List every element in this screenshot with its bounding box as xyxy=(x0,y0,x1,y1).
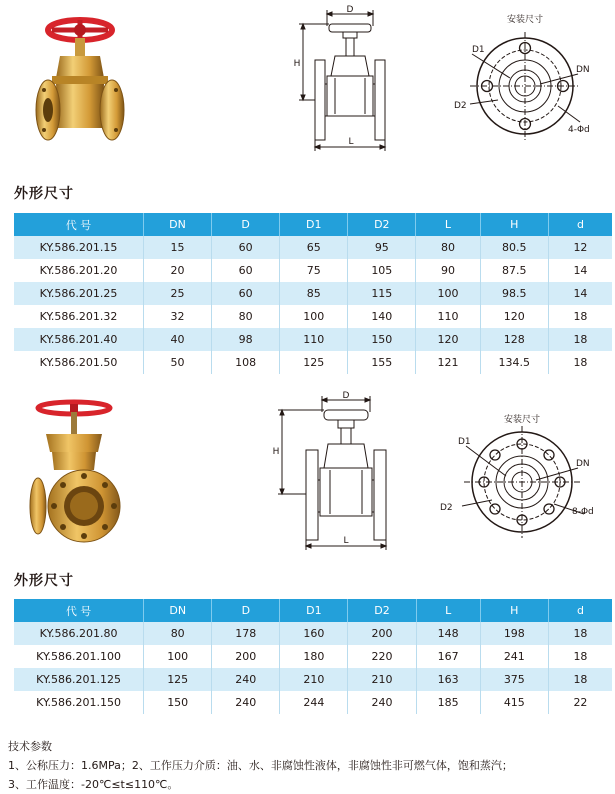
table-cell: 110 xyxy=(280,328,348,351)
table-cell: 18 xyxy=(548,305,612,328)
table-cell: KY.586.201.100 xyxy=(14,645,144,668)
table-cell: 108 xyxy=(212,351,280,374)
table-cell: 18 xyxy=(548,328,612,351)
table-cell: 185 xyxy=(416,691,480,714)
table-cell: 210 xyxy=(280,668,348,691)
table-cell: 210 xyxy=(348,668,416,691)
header-cell: DN xyxy=(144,599,212,622)
spec-table-1 xyxy=(14,213,612,374)
valve-side-drawing-2 xyxy=(270,388,400,553)
header-cell: H xyxy=(480,599,548,622)
header-cell: D2 xyxy=(348,599,416,622)
table-cell: 198 xyxy=(480,622,548,645)
table-cell: 80 xyxy=(416,236,480,259)
tech-params-title: 技术参数 xyxy=(8,740,52,753)
table-cell: KY.586.201.15 xyxy=(14,236,144,259)
table-cell: 148 xyxy=(416,622,480,645)
table-cell: 240 xyxy=(348,691,416,714)
table-cell: 180 xyxy=(280,645,348,668)
header-cell: 代 号 xyxy=(14,599,144,622)
table-cell: 240 xyxy=(212,668,280,691)
table-cell: 60 xyxy=(212,259,280,282)
dim-h-label-2: H xyxy=(272,447,280,457)
table-cell: 200 xyxy=(348,622,416,645)
table-cell: 14 xyxy=(548,282,612,305)
header-cell: d xyxy=(548,599,612,622)
table-cell: 150 xyxy=(348,328,416,351)
dim-l-label: L xyxy=(348,137,354,147)
table-cell: 244 xyxy=(280,691,348,714)
table-cell: 115 xyxy=(348,282,416,305)
header-cell: D1 xyxy=(280,213,348,236)
table-cell: 120 xyxy=(416,328,480,351)
table-cell: 20 xyxy=(144,259,212,282)
tech-params-line-1: 1、公称压力：1.6MPa；2、工作压力介质：油、水、非腐蚀性液体，非腐蚀性非可燃气体，饱和蒸汽； xyxy=(8,759,513,772)
table-row xyxy=(14,691,612,714)
table-cell: 15 xyxy=(144,236,212,259)
table-cell: KY.586.201.25 xyxy=(14,282,144,305)
table-row xyxy=(14,236,612,259)
table-cell: 110 xyxy=(416,305,480,328)
table-cell: 32 xyxy=(144,305,212,328)
table-header-row xyxy=(14,599,612,622)
header-cell: d xyxy=(548,213,612,236)
tech-params xyxy=(8,737,513,794)
table-row xyxy=(14,622,612,645)
table-row xyxy=(14,328,612,351)
table-cell: 60 xyxy=(212,282,280,305)
table-cell: 87.5 xyxy=(480,259,548,282)
table-cell: 160 xyxy=(280,622,348,645)
header-cell: L xyxy=(416,213,480,236)
table-cell: 60 xyxy=(212,236,280,259)
table-cell: 18 xyxy=(548,645,612,668)
tech-params-line-2: 3、工作温度：-20℃≤t≤110℃。 xyxy=(8,778,179,791)
flange-holes-label-1: 4-Φd xyxy=(568,125,590,135)
table-cell: KY.586.201.20 xyxy=(14,259,144,282)
table-cell: 150 xyxy=(144,691,212,714)
table-cell: 18 xyxy=(548,351,612,374)
table-cell: 75 xyxy=(280,259,348,282)
table-cell: 100 xyxy=(280,305,348,328)
table-cell: 163 xyxy=(416,668,480,691)
table-cell: 40 xyxy=(144,328,212,351)
table-cell: 18 xyxy=(548,668,612,691)
header-cell: D2 xyxy=(348,213,416,236)
table-cell: 18 xyxy=(548,622,612,645)
header-cell: D1 xyxy=(280,599,348,622)
table-cell: KY.586.201.32 xyxy=(14,305,144,328)
header-cell: 代 号 xyxy=(14,213,144,236)
section-title-1: 外形尺寸 xyxy=(14,186,74,202)
table-cell: 178 xyxy=(212,622,280,645)
table-cell: 14 xyxy=(548,259,612,282)
table-cell: 128 xyxy=(480,328,548,351)
table-cell: 155 xyxy=(348,351,416,374)
flange-drawing-1 xyxy=(450,8,600,153)
table-row xyxy=(14,305,612,328)
table-cell: 50 xyxy=(144,351,212,374)
table-cell: 100 xyxy=(144,645,212,668)
table-cell: 240 xyxy=(212,691,280,714)
table-cell: KY.586.201.150 xyxy=(14,691,144,714)
dim-d-label-2: D xyxy=(342,391,350,401)
table-row xyxy=(14,668,612,691)
table-cell: 85 xyxy=(280,282,348,305)
table-cell: 80 xyxy=(212,305,280,328)
flange-d2-label-2: D2 xyxy=(440,503,453,513)
table-cell: KY.586.201.80 xyxy=(14,622,144,645)
table-cell: 65 xyxy=(280,236,348,259)
table-row xyxy=(14,351,612,374)
table-cell: 121 xyxy=(416,351,480,374)
table-row xyxy=(14,645,612,668)
spec-table-2 xyxy=(14,599,612,714)
table-cell: 100 xyxy=(416,282,480,305)
dim-d-label: D xyxy=(346,5,354,15)
flange-dn-label-2: DN xyxy=(576,459,590,469)
flange-d1-label-1: D1 xyxy=(472,45,485,55)
table-cell: 200 xyxy=(212,645,280,668)
table-cell: 125 xyxy=(280,351,348,374)
table-cell: 80 xyxy=(144,622,212,645)
table-cell: 167 xyxy=(416,645,480,668)
flange-dn-label-1: DN xyxy=(576,65,590,75)
table-row xyxy=(14,282,612,305)
table-cell: 134.5 xyxy=(480,351,548,374)
table-cell: KY.586.201.40 xyxy=(14,328,144,351)
flange-drawing-2 xyxy=(438,410,608,550)
flange-d1-label-2: D1 xyxy=(458,437,471,447)
valve-photo-small xyxy=(30,8,130,158)
table-cell: 12 xyxy=(548,236,612,259)
table-row xyxy=(14,259,612,282)
table-cell: KY.586.201.125 xyxy=(14,668,144,691)
table-cell: KY.586.201.50 xyxy=(14,351,144,374)
flange-d2-label-1: D2 xyxy=(454,101,467,111)
valve-side-drawing-1 xyxy=(285,4,405,154)
header-cell: D xyxy=(212,213,280,236)
table-cell: 22 xyxy=(548,691,612,714)
dim-h-label: H xyxy=(293,59,301,69)
table-cell: 375 xyxy=(480,668,548,691)
table-cell: 80.5 xyxy=(480,236,548,259)
table-cell: 241 xyxy=(480,645,548,668)
header-cell: L xyxy=(416,599,480,622)
table-cell: 95 xyxy=(348,236,416,259)
dim-l-label-2: L xyxy=(343,536,349,546)
table-cell: 120 xyxy=(480,305,548,328)
table-cell: 25 xyxy=(144,282,212,305)
flange-holes-label-2: 8-Φd xyxy=(572,507,594,517)
table-cell: 105 xyxy=(348,259,416,282)
header-cell: DN xyxy=(144,213,212,236)
table-cell: 90 xyxy=(416,259,480,282)
table-cell: 415 xyxy=(480,691,548,714)
table-cell: 98 xyxy=(212,328,280,351)
header-cell: H xyxy=(480,213,548,236)
table-cell: 125 xyxy=(144,668,212,691)
valve-photo-large xyxy=(24,398,134,548)
header-cell: D xyxy=(212,599,280,622)
flange-title-1: 安装尺寸 xyxy=(506,15,544,25)
flange-title-2: 安装尺寸 xyxy=(503,415,541,425)
section-title-2: 外形尺寸 xyxy=(14,573,74,589)
table-cell: 220 xyxy=(348,645,416,668)
table-cell: 140 xyxy=(348,305,416,328)
table-cell: 98.5 xyxy=(480,282,548,305)
table-header-row xyxy=(14,213,612,236)
